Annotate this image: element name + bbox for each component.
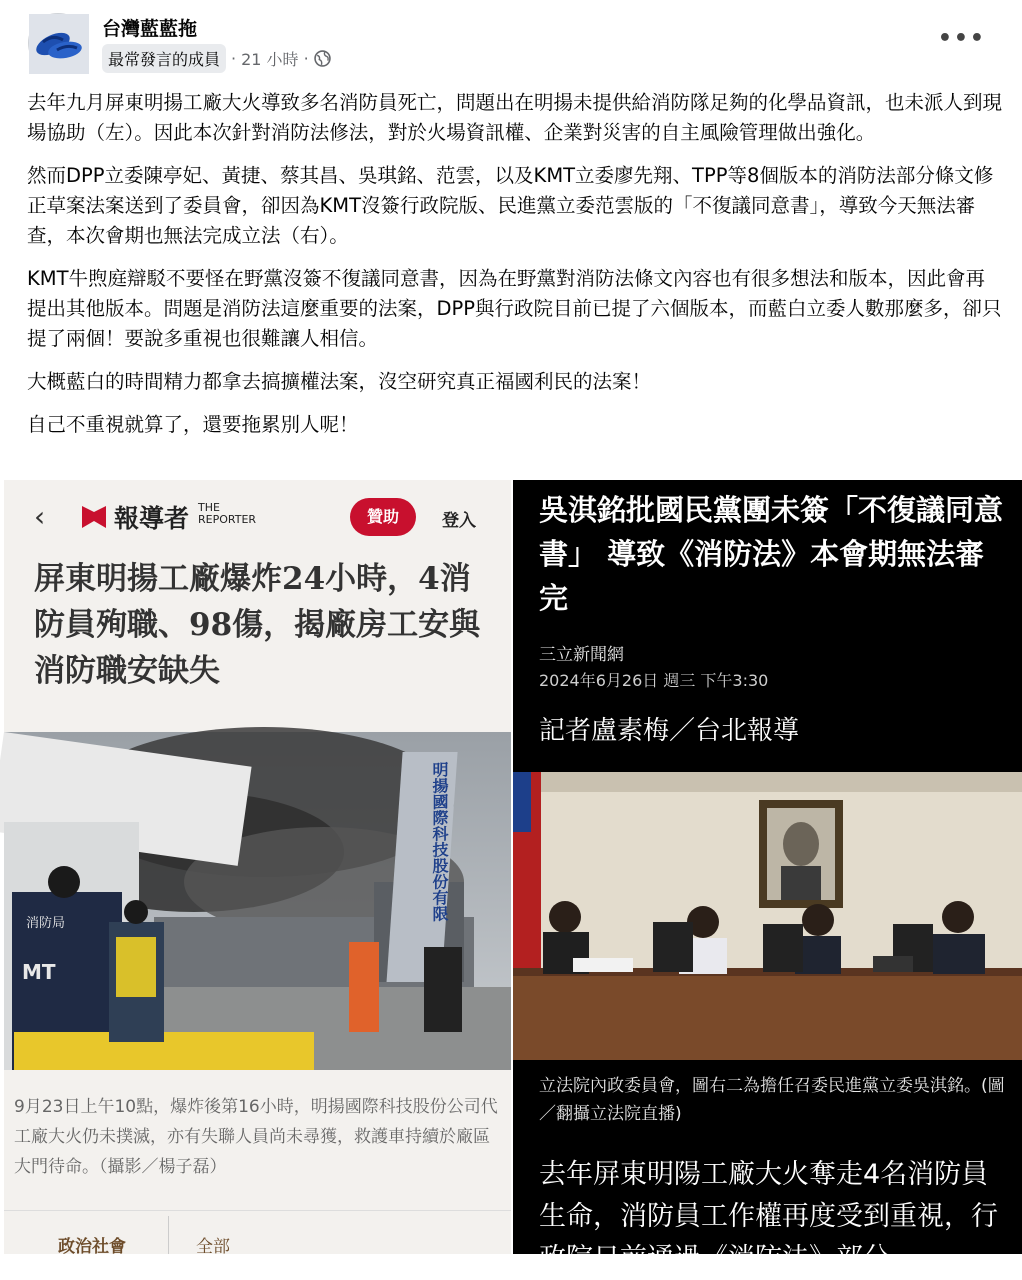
back-icon: ‹: [34, 500, 46, 533]
divider: [4, 1210, 511, 1211]
logo-text-en: [198, 502, 278, 526]
tag-politics: 政治社會: [58, 1237, 126, 1257]
reporter-article-screenshot[interactable]: [4, 480, 511, 1257]
tag-all: 全部: [196, 1237, 230, 1257]
sponsor-button: 贊助: [350, 498, 416, 536]
post-paragraph: 然而DPP立委陳亭妃、黃捷、蔡其昌、吳琪銘、范雲，以及KMT立委廖先翔、TPP等8個版本的消防法部分條文修正草案法案送到了委員會，卻因為KMT沒簽行政院版、民進黨立委范雲版的「不復議同意書」，導致今天無法審查，本次會期也無法完成立法（右）。: [27, 164, 994, 247]
logo-en-line: REPORTER: [198, 513, 257, 526]
post-paragraph: 自己不重視就算了，還要拖累別人呢！: [27, 413, 359, 436]
vest-text: MT: [22, 960, 56, 984]
member-badge: 最常發言的成員: [102, 44, 226, 73]
post-images[interactable]: [4, 480, 1022, 1274]
avatar[interactable]: [28, 13, 88, 73]
publish-date: 2024年6月26日 週三 下午3:30: [539, 671, 769, 690]
post-time[interactable]: 21 小時: [241, 49, 299, 69]
slipper-icon: [29, 14, 89, 74]
building-sign-text: 明揚國際科技股份有限: [430, 761, 449, 922]
logo-en-line: THE: [198, 501, 220, 514]
article-body: 去年屏東明陽工廠大火奪走4名消防員生命，消防員工作權再度受到重視，行政院日前通過《消防法》部分: [539, 1159, 998, 1274]
post-header: [0, 0, 1022, 84]
committee-meeting-illustration: [513, 772, 1022, 1060]
globe-icon: [314, 50, 331, 67]
setn-article-screenshot[interactable]: [513, 480, 1022, 1274]
article-topbar: [4, 480, 511, 554]
photo-caption: 立法院內政委員會，圖右二為擔任召委民進黨立委吳淇銘。(圖／翻攝立法院直播): [539, 1076, 1005, 1124]
article-headline: 屏東明揚工廠爆炸24小時，4消防員殉職、98傷，揭廠房工安與消防職安缺失: [34, 561, 481, 689]
login-link: 登入: [442, 511, 476, 531]
reporter-logo-icon: [82, 504, 106, 528]
more-options-button[interactable]: •••: [937, 26, 986, 51]
logo-text: 報導者: [114, 504, 190, 533]
news-source: 三立新聞網: [539, 645, 624, 665]
article-headline: 吳淇銘批國民黨團未簽「不復議同意書」 導致《消防法》本會期無法審完: [539, 493, 1004, 615]
reporter-byline: 記者盧素梅／台北報導: [539, 716, 800, 746]
post-meta: [102, 44, 331, 72]
separator: ·: [231, 48, 237, 68]
post-paragraph: 大概藍白的時間精力都拿去搞擴權法案，沒空研究真正福國利民的法案！: [27, 370, 652, 393]
photo-caption: 9月23日上午10點，爆炸後第16小時，明揚國際科技股份公司代工廠大火仍未撲滅，亦有失聯人員尚未尋獲，救護車持續於廠區大門待命。（攝影／楊子磊）: [14, 1097, 498, 1177]
page-name[interactable]: 台灣藍藍拖: [102, 18, 198, 40]
committee-photo: [513, 772, 1022, 1060]
post-text: [27, 88, 1002, 453]
fire-scene-photo: [4, 732, 511, 1070]
post-paragraph: KMT牛煦庭辯駁不要怪在野黨沒簽不復議同意書，因為在野黨對消防法條文內容也有很多想法和版本，因此會再提出其他版本。問題是消防法這麼重要的法案，DPP與行政院目前已提了六個版本，而藍白立委人數那麼多，卻只提了兩個！要說多重視也很難讓人相信。: [27, 267, 1002, 350]
separator: ·: [303, 48, 309, 68]
vest-text: 消防局: [26, 916, 66, 931]
post-paragraph: 去年九月屏東明揚工廠大火導致多名消防員死亡，問題出在明揚未提供給消防隊足夠的化學品資訊，也未派人到現場協助（左）。因此本次針對消防法修法，對於火場資訊權、企業對災害的自主風險管理做出強化。: [27, 91, 1003, 144]
article-tags: [58, 1232, 230, 1257]
